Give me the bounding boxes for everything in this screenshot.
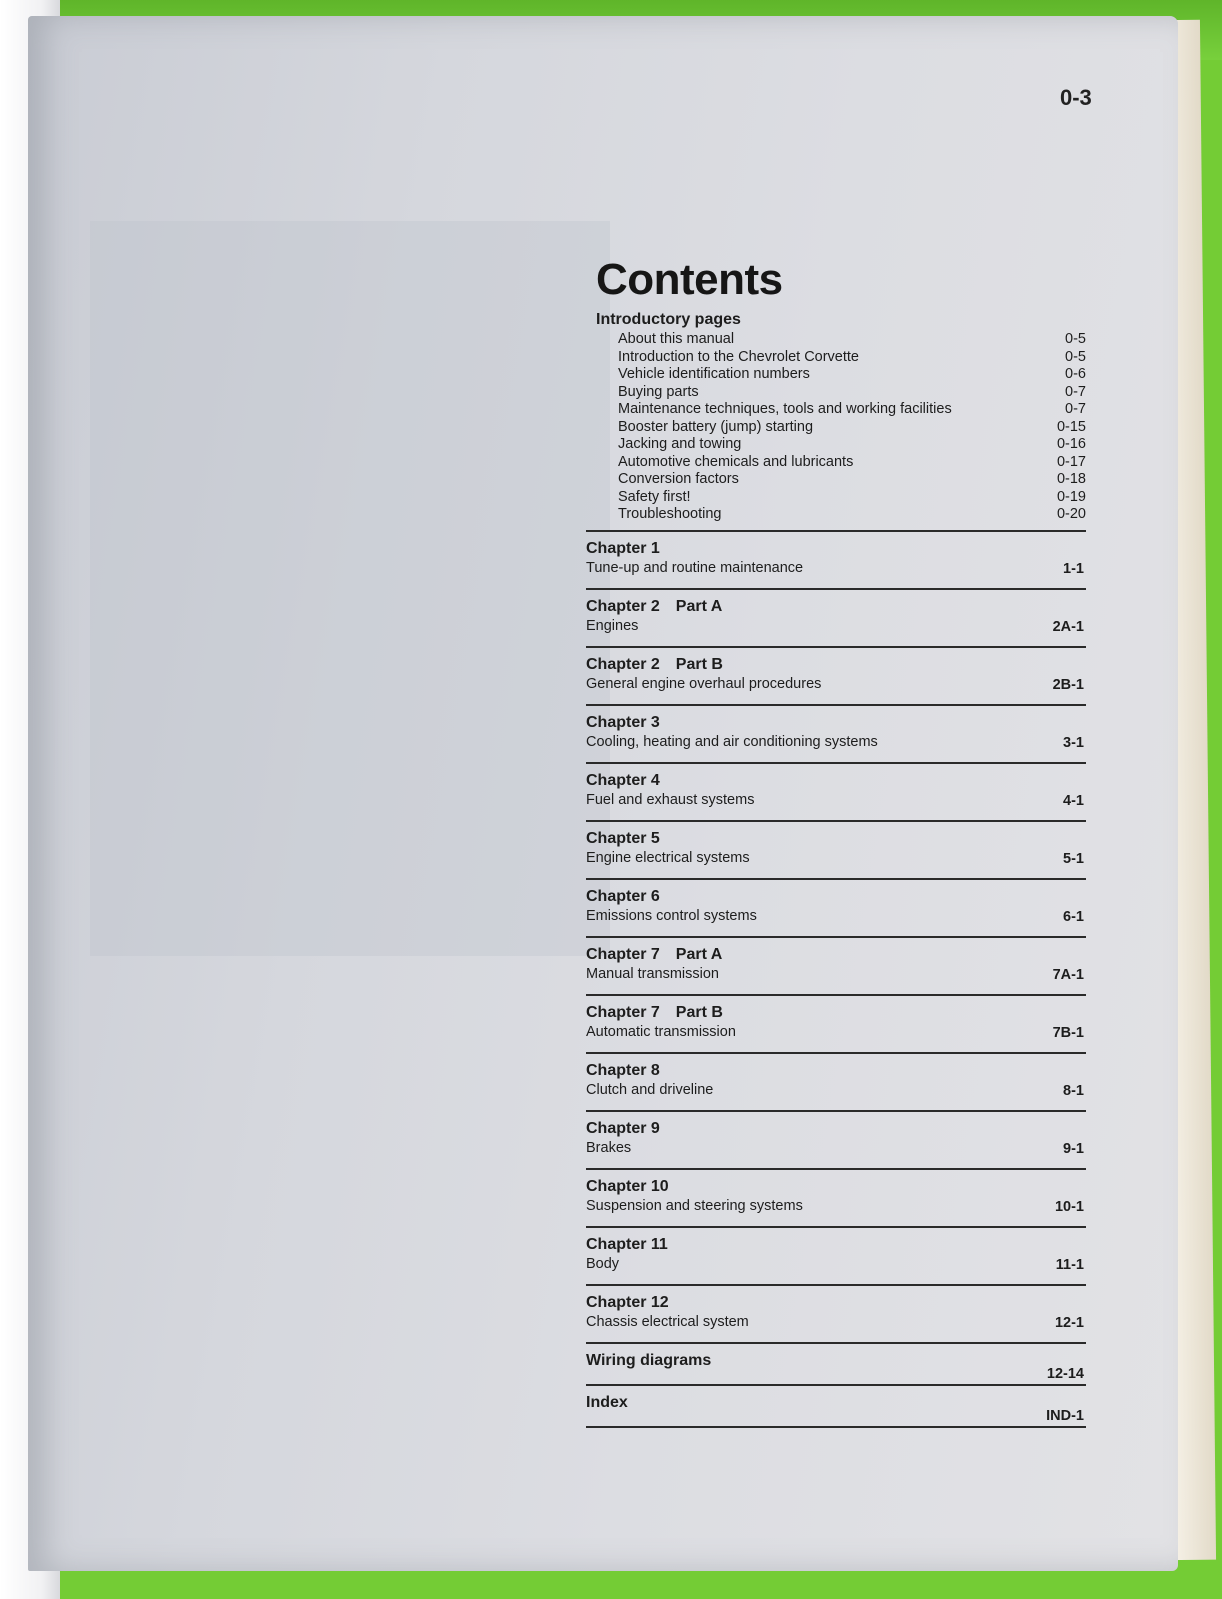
chapter-heading xyxy=(586,1004,1086,1022)
chapter-description: Engine electrical systems xyxy=(586,849,750,866)
chapter-heading xyxy=(586,1178,1086,1196)
intro-item-label: Introduction to the Chevrolet Corvette xyxy=(618,348,859,365)
chapter-label: Chapter 8 xyxy=(586,1061,660,1079)
intro-item-label: Jacking and towing xyxy=(618,436,742,452)
chapter-label: Wiring diagrams xyxy=(586,1351,712,1369)
chapter-entry xyxy=(586,1170,1086,1228)
chapter-entry xyxy=(586,996,1086,1054)
page-number: 0-3 xyxy=(1060,85,1092,110)
chapter-description: Automatic transmission xyxy=(586,1023,736,1040)
intro-item-label: Booster battery (jump) starting xyxy=(618,418,814,435)
intro-item xyxy=(618,471,1086,489)
intro-item xyxy=(618,419,1086,437)
chapter-page: 10-1 xyxy=(1054,1198,1084,1215)
intro-item-page: 0-18 xyxy=(1056,471,1086,487)
chapter-page: 11-1 xyxy=(1055,1256,1084,1273)
chapter-part: Part A xyxy=(675,945,723,963)
chapter-page: 2A-1 xyxy=(1052,618,1084,635)
intro-item-label: Maintenance techniques, tools and working facilities xyxy=(618,401,952,417)
chapter-page: 9-1 xyxy=(1063,1140,1084,1157)
chapter-part: Part B xyxy=(675,1003,723,1021)
chapter-entry xyxy=(586,822,1086,880)
chapter-label: Chapter 11 xyxy=(586,1235,668,1253)
chapter-page: 7A-1 xyxy=(1052,966,1084,983)
chapter-label: Chapter 10 xyxy=(586,1177,669,1195)
chapter-heading xyxy=(586,656,1086,674)
chapter-entry xyxy=(586,880,1086,938)
chapter-label: Chapter 7 xyxy=(586,1003,660,1021)
chapter-page: IND-1 xyxy=(1046,1407,1084,1424)
chapter-heading xyxy=(586,1394,1086,1412)
intro-item-label: About this manual xyxy=(618,331,735,347)
chapter-description: General engine overhaul procedures xyxy=(586,675,822,692)
chapter-page: 2B-1 xyxy=(1052,676,1084,693)
chapter-description: Suspension and steering systems xyxy=(586,1197,803,1214)
chapter-part: Part B xyxy=(675,655,723,673)
chapter-entry xyxy=(586,938,1086,996)
intro-list xyxy=(586,331,1086,524)
chapter-description: Chassis electrical system xyxy=(586,1313,749,1330)
chapter-label: Chapter 1 xyxy=(586,539,660,557)
chapter-entry xyxy=(586,1228,1086,1286)
chapter-page: 8-1 xyxy=(1063,1082,1084,1099)
chapter-heading xyxy=(586,830,1086,848)
intro-item xyxy=(618,489,1086,507)
page-title: Contents xyxy=(596,255,783,304)
chapter-list xyxy=(586,532,1086,1428)
chapter-heading xyxy=(586,1120,1086,1138)
chapter-label: Chapter 7 xyxy=(586,945,660,963)
intro-item-label: Vehicle identification numbers xyxy=(618,366,810,382)
chapter-page: 4-1 xyxy=(1063,792,1084,809)
intro-item xyxy=(618,366,1086,384)
chapter-heading xyxy=(586,772,1086,790)
chapter-entry xyxy=(586,648,1086,706)
intro-item xyxy=(618,331,1086,349)
intro-item-label: Automotive chemicals and lubricants xyxy=(618,453,854,470)
intro-item-page: 0-15 xyxy=(1056,418,1086,435)
chapter-label: Index xyxy=(586,1393,628,1411)
chapter-entry xyxy=(586,764,1086,822)
chapter-page: 12-1 xyxy=(1054,1314,1084,1331)
intro-item-page: 0-6 xyxy=(1065,366,1086,382)
intro-item-page: 0-7 xyxy=(1065,401,1086,417)
intro-item-label: Buying parts xyxy=(618,383,699,400)
chapter-description: Cooling, heating and air conditioning systems xyxy=(586,733,878,750)
chapter-description: Engines xyxy=(586,617,639,634)
intro-item-page: 0-17 xyxy=(1056,453,1086,470)
table-of-contents xyxy=(586,255,1086,1428)
chapter-heading xyxy=(586,1062,1086,1080)
chapter-label: Chapter 2 xyxy=(586,597,660,615)
chapter-description: Tune-up and routine maintenance xyxy=(586,559,804,576)
intro-item-page: 0-16 xyxy=(1056,436,1086,452)
chapter-heading xyxy=(586,540,1086,558)
chapter-description: Brakes xyxy=(586,1139,632,1156)
toc-extra-entry xyxy=(586,1386,1086,1428)
chapter-heading xyxy=(586,946,1086,964)
chapter-description: Fuel and exhaust systems xyxy=(586,791,755,808)
chapter-part: Part A xyxy=(675,597,723,615)
intro-item xyxy=(618,506,1086,524)
chapter-label: Chapter 12 xyxy=(586,1293,669,1311)
chapter-description: Emissions control systems xyxy=(586,907,757,924)
intro-item-page: 0-7 xyxy=(1065,383,1086,400)
chapter-heading xyxy=(586,1236,1086,1254)
intro-item-page: 0-19 xyxy=(1056,488,1086,505)
chapter-page: 6-1 xyxy=(1063,908,1084,925)
chapter-entry xyxy=(586,1112,1086,1170)
intro-item-label: Troubleshooting xyxy=(618,506,722,522)
show-through-image xyxy=(90,221,610,956)
chapter-heading xyxy=(586,714,1086,732)
intro-item xyxy=(618,436,1086,454)
chapter-label: Chapter 9 xyxy=(586,1119,660,1137)
chapter-entry xyxy=(586,532,1086,590)
intro-item-page: 0-5 xyxy=(1065,348,1086,365)
chapter-heading xyxy=(586,598,1086,616)
intro-item xyxy=(618,401,1086,419)
chapter-description: Body xyxy=(586,1255,620,1272)
chapter-heading xyxy=(586,1352,1086,1370)
intro-item-label: Conversion factors xyxy=(618,471,739,487)
intro-item-page: 0-5 xyxy=(1065,331,1086,347)
chapter-description: Manual transmission xyxy=(586,965,719,982)
chapter-label: Chapter 5 xyxy=(586,829,660,847)
chapter-label: Chapter 2 xyxy=(586,655,660,673)
toc-extra-entry xyxy=(586,1344,1086,1386)
chapter-label: Chapter 6 xyxy=(586,887,660,905)
intro-item xyxy=(618,349,1086,367)
intro-item-page: 0-20 xyxy=(1056,506,1086,522)
intro-item-label: Safety first! xyxy=(618,488,691,505)
chapter-description: Clutch and driveline xyxy=(586,1081,714,1098)
chapter-page: 3-1 xyxy=(1063,734,1084,751)
chapter-entry xyxy=(586,706,1086,764)
chapter-heading xyxy=(586,1294,1086,1312)
chapter-label: Chapter 4 xyxy=(586,771,660,789)
chapter-label: Chapter 3 xyxy=(586,713,660,731)
chapter-page: 7B-1 xyxy=(1052,1024,1084,1041)
chapter-page: 1-1 xyxy=(1063,560,1084,577)
chapter-page: 12-14 xyxy=(1046,1365,1084,1382)
intro-heading: Introductory pages xyxy=(596,311,741,328)
chapter-entry xyxy=(586,590,1086,648)
chapter-heading xyxy=(586,888,1086,906)
intro-item xyxy=(618,384,1086,402)
intro-item xyxy=(618,454,1086,472)
chapter-page: 5-1 xyxy=(1063,850,1084,867)
chapter-entry xyxy=(586,1054,1086,1112)
chapter-entry xyxy=(586,1286,1086,1344)
